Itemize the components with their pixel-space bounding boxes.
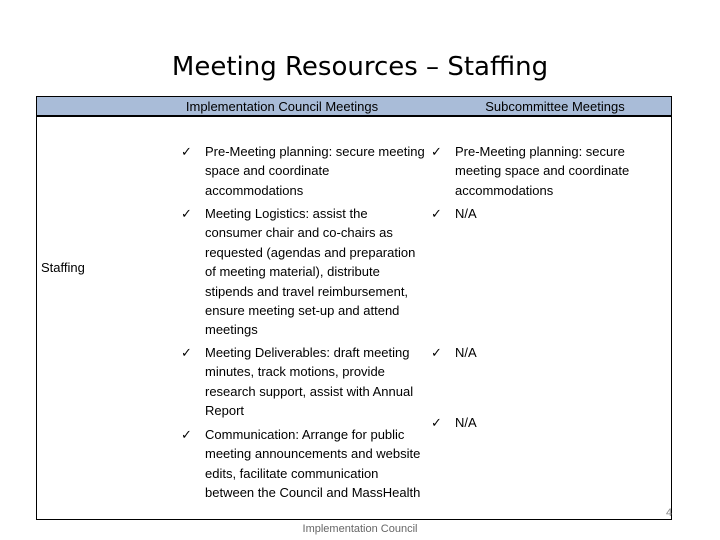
subcommittee-item: ✓ Pre-Meeting planning: secure meeting space and coordinate accommodations — [431, 144, 630, 198]
check-icon: ✓ — [431, 144, 442, 159]
check-icon: ✓ — [431, 206, 442, 221]
slide-title: Meeting Resources – Staffing — [171, 52, 549, 82]
header-subcommittee-meetings: Subcommittee Meetings — [485, 99, 625, 114]
check-icon: ✓ — [431, 345, 442, 360]
council-item: ✓ Communication: Arrange for public meeting announcements and website edits, facilitate communication between the Council and MassHealth — [181, 427, 421, 501]
subcommittee-item: ✓ N/A — [431, 343, 661, 362]
check-icon: ✓ — [181, 427, 192, 442]
council-item: ✓ Meeting Deliverables: draft meeting minutes, track motions, provide research support, assist with Annual Report — [181, 345, 414, 419]
check-icon: ✓ — [431, 415, 442, 430]
header-council-meetings: Implementation Council Meetings — [185, 99, 379, 114]
check-icon: ✓ — [181, 206, 192, 221]
page-number: 4 — [666, 507, 673, 519]
subcommittee-item: ✓ N/A — [431, 204, 661, 223]
check-icon: ✓ — [181, 345, 192, 360]
footer-text: Implementation Council — [302, 523, 418, 535]
table-header — [37, 97, 671, 117]
council-item: ✓ Pre-Meeting planning: secure meeting space and coordinate accommodations — [181, 144, 425, 198]
check-icon: ✓ — [181, 144, 192, 159]
staffing-table — [36, 96, 672, 520]
council-item: ✓ Meeting Logistics: assist the consumer chair and co-chairs as requested (agendas and preparation of meeting material), distribute stipends and travel reimbursement, ensure meeting set-up and attend meetings — [181, 206, 416, 338]
subcommittee-item: ✓ N/A — [431, 413, 661, 432]
row-label-staffing: Staffing — [41, 260, 85, 275]
